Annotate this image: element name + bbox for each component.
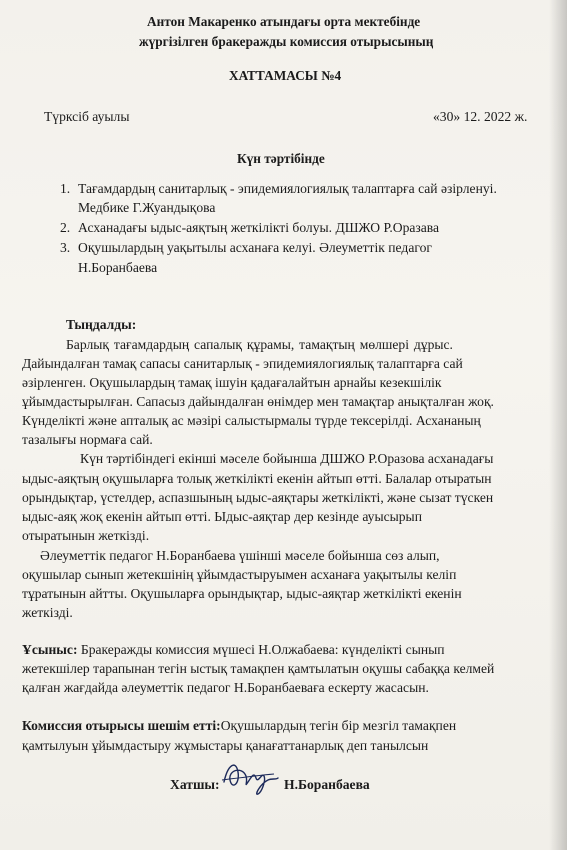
agenda-heading: Күн тәртібінде xyxy=(237,151,325,166)
agenda-item-3-line1: Оқушылардың уақытылы асханаға келуі. Әлеуметтік педагог xyxy=(78,240,432,255)
decision-label: Комиссия отырысы шешім етті: xyxy=(22,718,221,733)
handwritten-signature xyxy=(218,758,280,798)
listened-p2-line: ыдыс-аяқ жоқ екенін айтып өтті. Ыдыс-аяқтар дер кезінде ауысырып xyxy=(22,509,422,524)
agenda-item-2-num: 2. xyxy=(60,220,71,235)
proposal-label: Ұсыныс: xyxy=(22,642,78,657)
listened-p3-line: тұратынын айтты. Оқушыларға орындықтар, ыдыс-аяқтар жеткілікті екенін xyxy=(22,586,462,601)
page-edge-shadow xyxy=(549,0,567,850)
listened-label: Тыңдалды: xyxy=(66,317,137,332)
agenda-item-2-line1: Асханадағы ыдыс-аяқтың жеткілікті болуы. ДШЖО Р.Оразава xyxy=(78,220,440,235)
listened-p1-line: Барлық тағамдардың сапалық құрамы, тамақтың мөлшері дұрыс. xyxy=(66,337,453,352)
agenda-item-3-line2: Н.Боранбаева xyxy=(78,260,158,275)
header-line-2: жүргізілген бракеражды комиссия отырысының xyxy=(139,34,434,49)
listened-p1-line: ұйымдастырылған. Сапасыз дайындалған өнімдер мен тамақтар анықталған жоқ. xyxy=(22,394,494,409)
listened-p1-line: әзірленген. Оқушылардың тамақ ішуін қадағалайтын арнайы кезекшілік xyxy=(22,375,442,390)
agenda-item-1-num: 1. xyxy=(60,181,71,196)
place: Түрксіб ауылы xyxy=(44,109,130,124)
agenda-item-3-num: 3. xyxy=(60,240,71,255)
proposal-line-1 xyxy=(22,642,445,658)
agenda-item-1-line1: Тағамдардың санитарлық - эпидемиялогиялық талаптарға сай әзірленуі. xyxy=(78,181,497,196)
listened-p3-line: оқушылар сынып жетекшінің ұйымдастыруымен асханаға уақытылы келіп xyxy=(22,567,457,582)
listened-p1-line: Дайындалған тамақ сапасы санитарлық - эпидемиялогиялық талаптарға сай xyxy=(22,356,463,371)
listened-p2-line: Күн тәртібіндегі екінші мәселе бойынша ДШЖО Р.Оразова асханадағы xyxy=(80,451,494,466)
date: «30» 12. 2022 ж. xyxy=(433,109,528,124)
listened-p2-line: ыдыс-аяқтың оқушыларға толық жеткілікті екенін айтып өтті. Балалар отыратын xyxy=(22,471,492,486)
listened-p1-line: тазалығы нормаға сай. xyxy=(22,432,153,447)
document-title: ХАТТАМАСЫ №4 xyxy=(229,68,342,83)
decision-line-2: қамтылуын ұйымдастыру жұмыстары қанағаттанарлық деп танылсын xyxy=(22,738,429,753)
secretary-label: Хатшы: xyxy=(170,777,220,792)
decision-text: Оқушылардың тегін бір мезгіл тамақпен xyxy=(220,718,457,733)
listened-p1-line: Күнделікті және апталық ас мәзірі салыстырмалы түрде тексерілді. Асхананың xyxy=(22,413,481,428)
listened-p2-line: отыратынын жеткізді. xyxy=(22,528,150,543)
proposal-line-2: жетекшілер тарапынан тегін ыстық тамақпен қамтылатын оқушы сабаққа келмей xyxy=(22,661,495,676)
header-line-1: Антон Макаренко атындағы орта мектебінде xyxy=(147,14,421,29)
listened-p3-line: Әлеуметтік педагог Н.Боранбаева үшінші мәселе бойынша сөз алып, xyxy=(40,548,440,563)
listened-p3-line: жеткізді. xyxy=(22,605,73,620)
proposal-line-3: қалған жағдайда әлеуметтік педагог Н.Боранбаеваға ескерту жасасын. xyxy=(22,680,429,695)
agenda-item-1-line2: Медбике Г.Жуандықова xyxy=(78,200,216,215)
secretary-name: Н.Боранбаева xyxy=(284,777,370,792)
proposal-text: Бракеражды комиссия мүшесі Н.Олжабаева: күнделікті сынып xyxy=(77,642,445,657)
decision-line-1 xyxy=(22,718,456,734)
listened-p2-line: орындықтар, үстелдер, аспазшының ыдыс-аяқтары жеткілікті, және сызат түскен xyxy=(22,490,494,505)
